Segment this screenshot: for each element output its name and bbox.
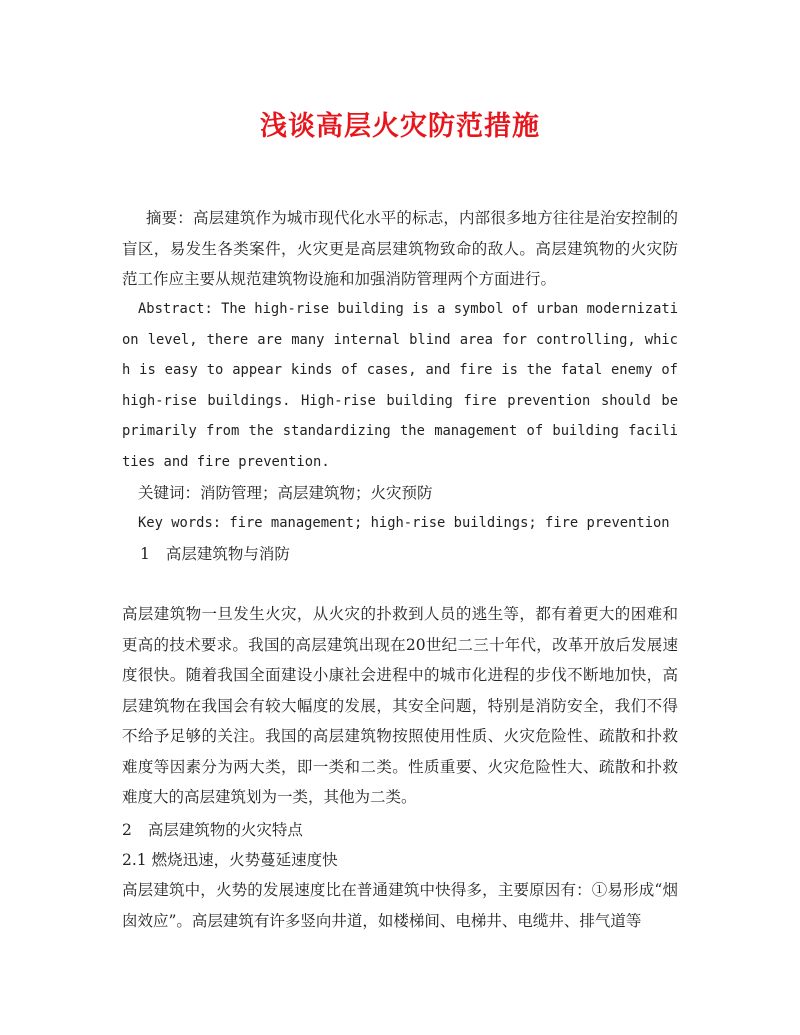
document-title: 浅谈高层火灾防范措施 [260,111,540,142]
abstract-english: Abstract: The high-rise building is a symbol of urban modernization level, there are many internal blind area for controlling, which is easy to appear kinds of cases, and fire is the fatal enemy of high-rise buildings. High-rise building fire prevention should be primarily from the standardizing the management of building facilities and fire prevention. [122,301,678,470]
section-1-title: 高层建筑物与消防 [165,545,290,563]
section-1-paragraph: 高层建筑物一旦发生火灾，从火灾的扑救到人员的逃生等，都有着更大的困难和更高的技术要求。我国的高层建筑出现在20世纪二三十年代，改革开放后发展速度很快。随着我国全面建设小康社会进程中的城市化进程的步伐不断地加快，高层建筑物在我国会有较大幅度的发展，其安全问题，特别是消防安全，我们不得不给予足够的关注。我国的高层建筑物按照使用性质、火灾危险性、疏散和扑救难度等因素分为两大类，即一类和二类。性质重要、火灾危险性大、疏散和扑救难度大的高层建筑划为一类，其他为二类。 [122,605,678,806]
section-1-number: 1 [140,545,150,563]
section-1-heading [140,539,696,570]
keywords-chinese: 关键词：消防管理；高层建筑物；火灾预防 [138,484,433,502]
section-2-1-number: 2.1 [122,851,147,869]
section-2-heading [122,815,678,846]
section-2-title: 高层建筑物的火灾特点 [147,821,303,839]
section-2-number: 2 [122,821,132,839]
section-2-1-title: 燃烧迅速，火势蔓延速度快 [151,851,338,869]
section-2-paragraph: 高层建筑中，火势的发展速度比在普通建筑中快得多，主要原因有：①易形成“烟囱效应”。高层建筑有许多竖向井道，如楼梯间、电梯井、电缆井、排气道等 [122,881,678,930]
keywords-english: Key words: fire management; high-rise buildings; fire prevention [138,515,670,531]
abstract-chinese: 摘要：高层建筑作为城市现代化水平的标志，内部很多地方往往是治安控制的盲区，易发生各类案件，火灾更是高层建筑物致命的敌人。高层建筑物的火灾防范工作应主要从规范建筑物设施和加强消防管理两个方面进行。 [122,209,678,288]
section-2-1-heading [122,845,678,876]
